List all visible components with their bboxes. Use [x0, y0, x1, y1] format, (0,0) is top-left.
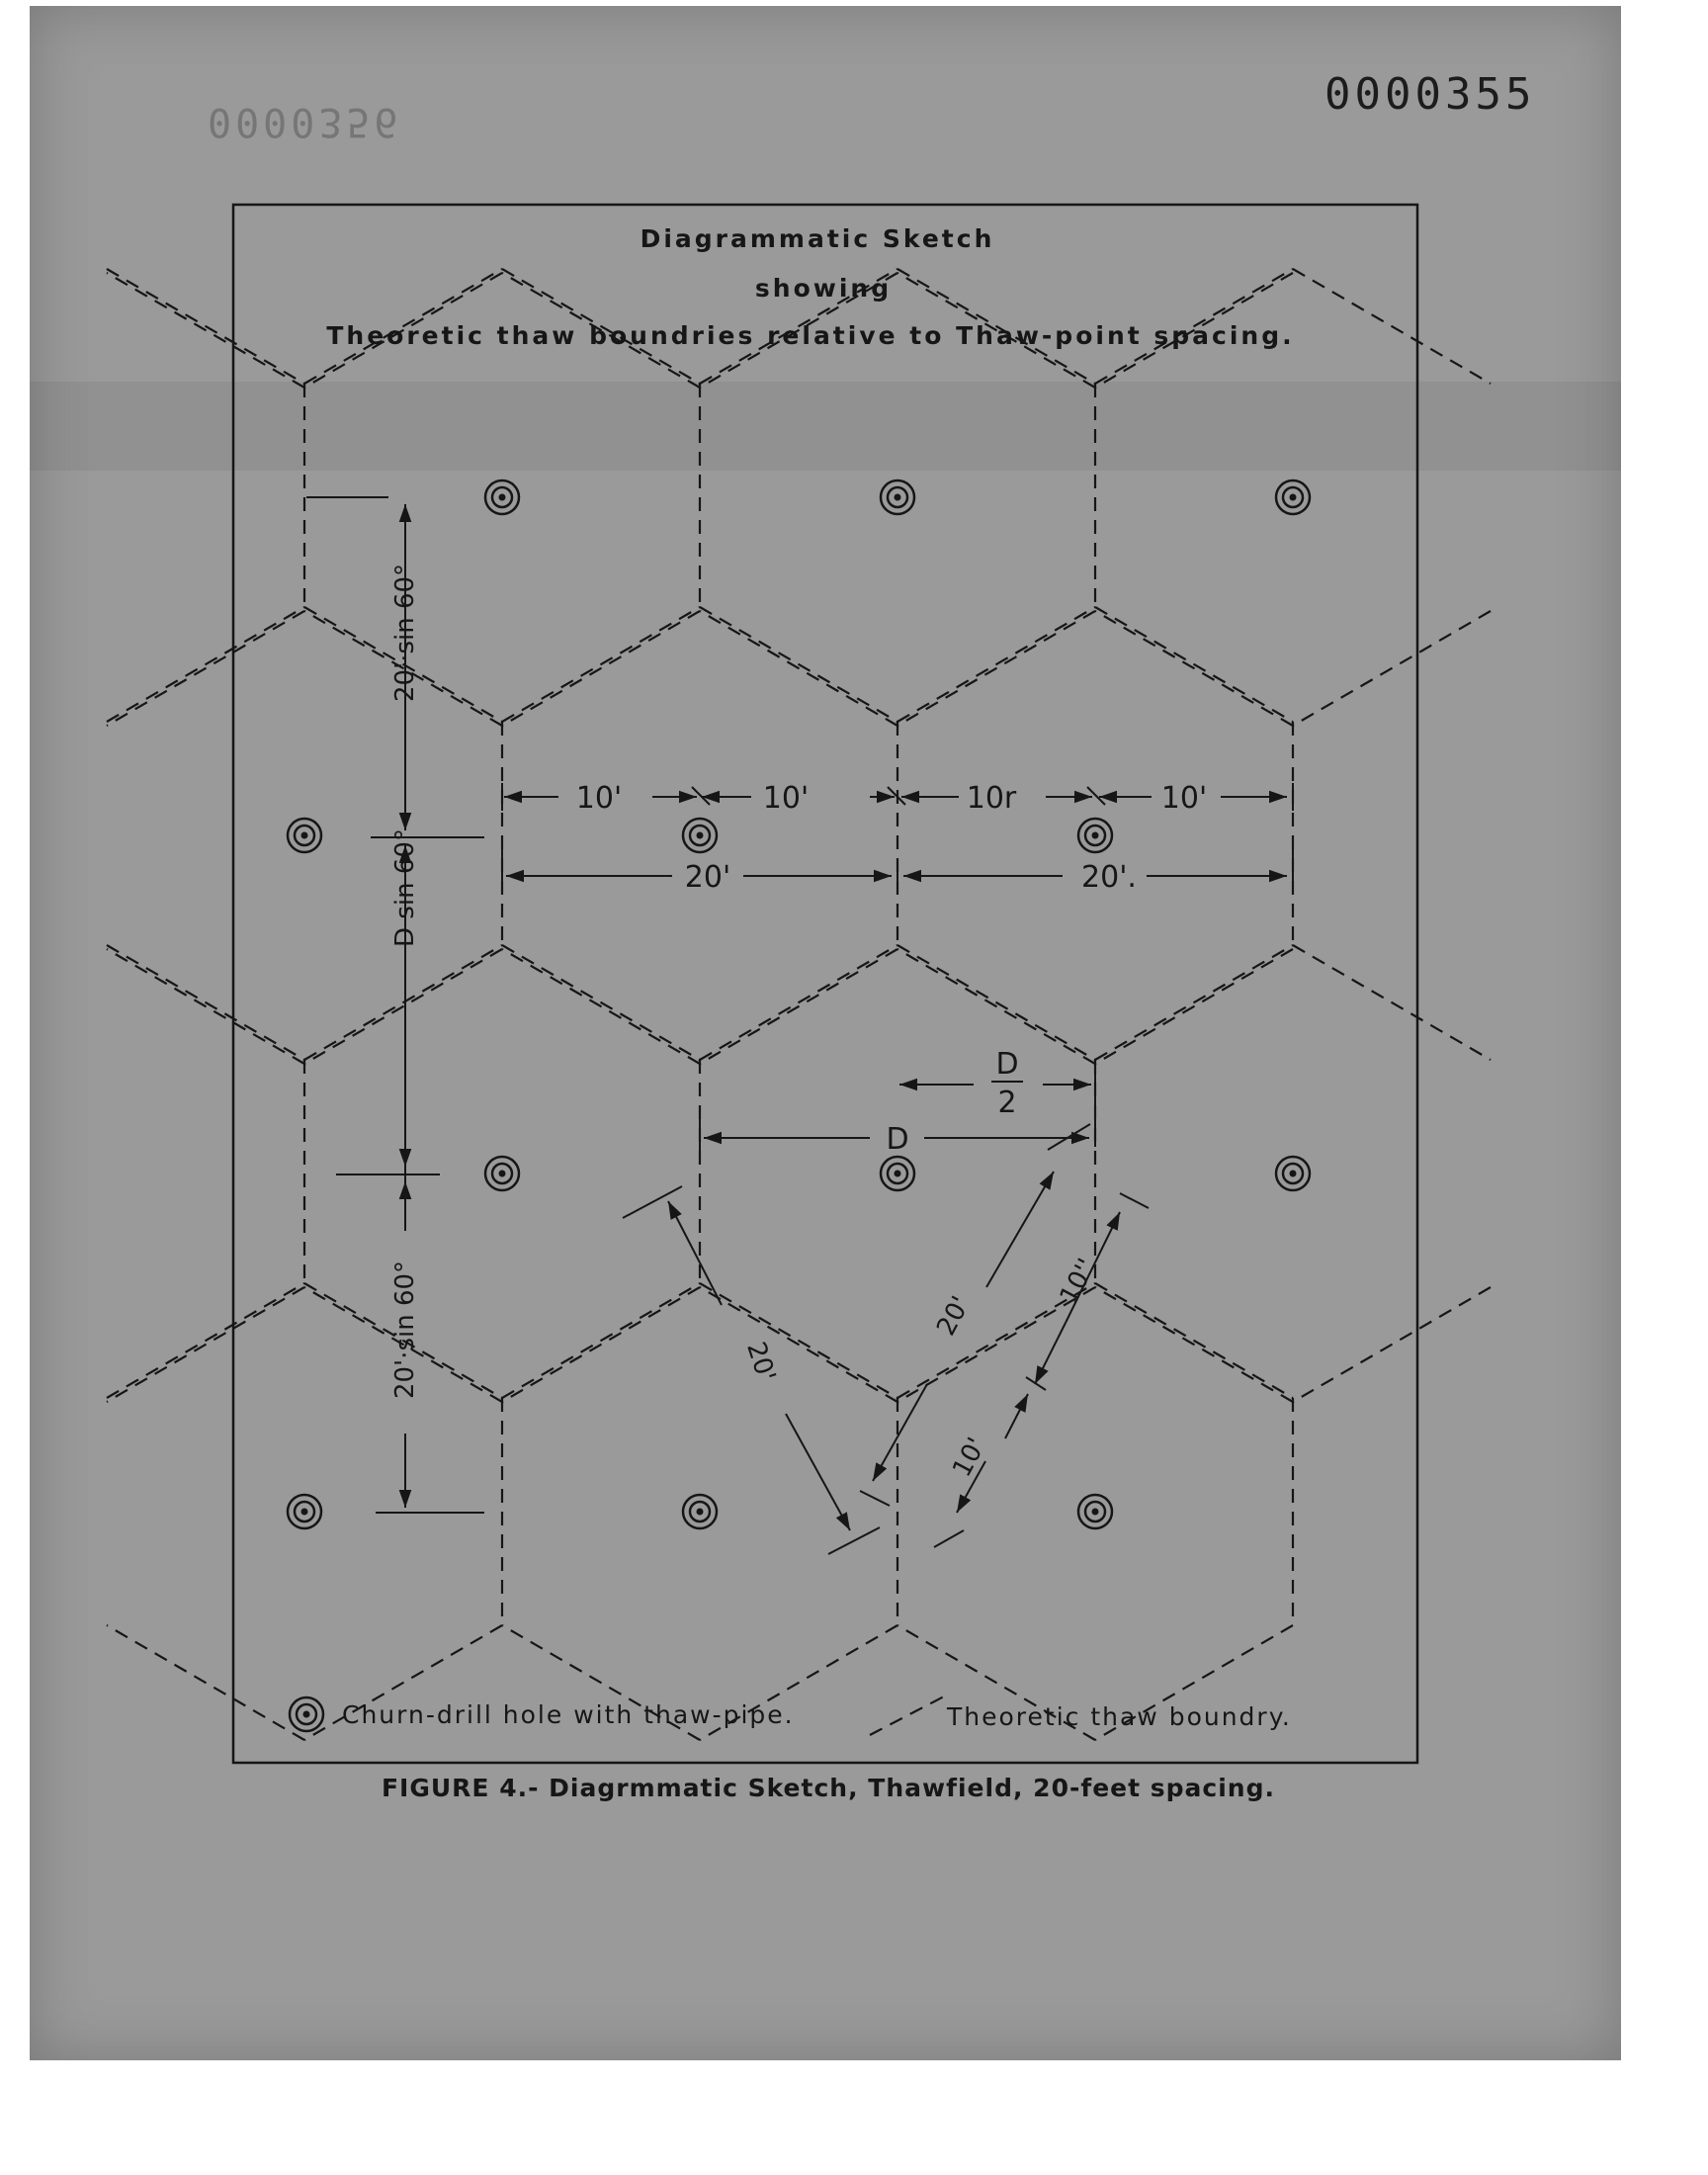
mirrored-stamp: 0000356 [208, 99, 402, 144]
label-slant-10: 10' [947, 1433, 992, 1483]
thaw-boundary-segment [107, 273, 304, 388]
thaw-boundary-segment [1095, 1283, 1293, 1398]
label-slant-10dbl: 10'' [1054, 1254, 1103, 1310]
thaw-hole [1276, 1157, 1310, 1190]
thaw-hole [288, 819, 321, 852]
thaw-boundary-segment [107, 949, 304, 1064]
thaw-boundary-segment [1293, 611, 1491, 726]
thaw-boundary-segment [700, 607, 897, 722]
slant-mid-tick [1026, 1377, 1046, 1390]
thaw-boundary-segment [897, 945, 1095, 1060]
thaw-boundary-segment [502, 1287, 700, 1402]
slant-10-mid-down [1005, 1394, 1028, 1438]
label-sin-upper: 20'·sin 60° [390, 563, 420, 703]
thaw-boundary-segment [502, 945, 700, 1060]
document-number: 0000355 [1324, 69, 1536, 120]
title-line-3: Theoretic thaw boundries relative to Thaw-point spacing. [326, 321, 1295, 350]
thaw-hole [288, 1495, 321, 1528]
thaw-boundary-segment [1095, 945, 1293, 1060]
thaw-hole [1078, 819, 1112, 852]
slant-20-upper [986, 1172, 1054, 1287]
thaw-boundary-segment [897, 607, 1095, 722]
radial-arrow-lower [786, 1414, 850, 1530]
thaw-boundary-segment [502, 1283, 700, 1398]
figure-caption: FIGURE 4.- Diagrmmatic Sketch, Thawfield, 20-feet spacing. [381, 1774, 1276, 1802]
label-slant-20: 20' [931, 1291, 977, 1342]
hole-tick-b2 [934, 1530, 964, 1547]
thaw-boundary-network [107, 269, 1491, 1740]
hole-tick-bl [860, 1491, 890, 1506]
label-10-3: 10r [966, 781, 1017, 816]
thaw-boundary-segment [107, 945, 304, 1060]
thaw-boundary-segment [1095, 1287, 1293, 1402]
thaw-boundary-segment [107, 1625, 304, 1740]
label-d2-num: D [995, 1047, 1019, 1082]
title-line-1: Diagrammatic Sketch [640, 224, 995, 253]
thaw-boundary-segment [502, 949, 700, 1064]
thaw-hole [881, 480, 914, 514]
thaw-hole [683, 819, 717, 852]
label-sin-lower: 20'·sin 60° [390, 1260, 420, 1400]
thaw-boundary-segment [700, 611, 897, 726]
thaw-hole [683, 1495, 717, 1528]
label-radial-20: 20' [740, 1338, 782, 1386]
thaw-boundary-segment [1293, 269, 1491, 384]
dimension-lines [306, 497, 1293, 1554]
thaw-boundary-segment [700, 1283, 897, 1398]
label-20-2: 20'. [1081, 860, 1137, 895]
thaw-hole [1276, 480, 1310, 514]
thaw-boundary-segment [107, 1287, 304, 1402]
hole-tick-left [623, 1186, 682, 1218]
legend-boundary-label: Theoretic thaw boundry. [947, 1702, 1292, 1731]
hole-tick-r2 [1120, 1193, 1149, 1208]
label-10-1: 10' [575, 781, 623, 816]
thaw-boundary-segment [107, 607, 304, 722]
label-10-4: 10' [1160, 781, 1208, 816]
diagram-frame [233, 205, 1417, 1763]
thaw-boundary-segment [700, 1287, 897, 1402]
thaw-boundary-segment [107, 1283, 304, 1398]
thaw-boundary-segment [1293, 945, 1491, 1060]
legend-hole-icon [290, 1697, 323, 1731]
label-10-2: 10' [762, 781, 810, 816]
hole-tick-bottom [828, 1527, 880, 1554]
thaw-boundary-segment [1293, 1287, 1491, 1402]
label-d: D [886, 1122, 909, 1157]
thaw-boundary-segment [502, 607, 700, 722]
thaw-hole [485, 480, 519, 514]
legend-hole-label: Churn-drill hole with thaw-pipe. [342, 1700, 795, 1729]
thaw-boundary-segment [1095, 611, 1293, 726]
thaw-boundary-segment [897, 611, 1095, 726]
thaw-boundary-segment [304, 945, 502, 1060]
title-line-2: showing [754, 274, 893, 303]
label-20-1: 20' [684, 860, 731, 895]
thaw-hole [1078, 1495, 1112, 1528]
thaw-boundary-segment [304, 949, 502, 1064]
thaw-boundary-segment [700, 949, 897, 1064]
thaw-boundary-segment [1095, 607, 1293, 722]
thaw-holes [288, 480, 1310, 1528]
slant-10-mid-up [1035, 1323, 1066, 1384]
label-sin-middle: D sin 60° [390, 828, 420, 947]
thaw-boundary-segment [502, 611, 700, 726]
thaw-boundary-segment [1095, 949, 1293, 1064]
thaw-hole [881, 1157, 914, 1190]
thaw-hole [485, 1157, 519, 1190]
thaw-boundary-segment [107, 611, 304, 726]
legend-boundary-icon [870, 1696, 944, 1735]
slant-20-lower [873, 1384, 927, 1481]
label-d2-den: 2 [997, 1086, 1017, 1120]
thaw-boundary-segment [107, 269, 304, 384]
thaw-boundary-segment [700, 945, 897, 1060]
